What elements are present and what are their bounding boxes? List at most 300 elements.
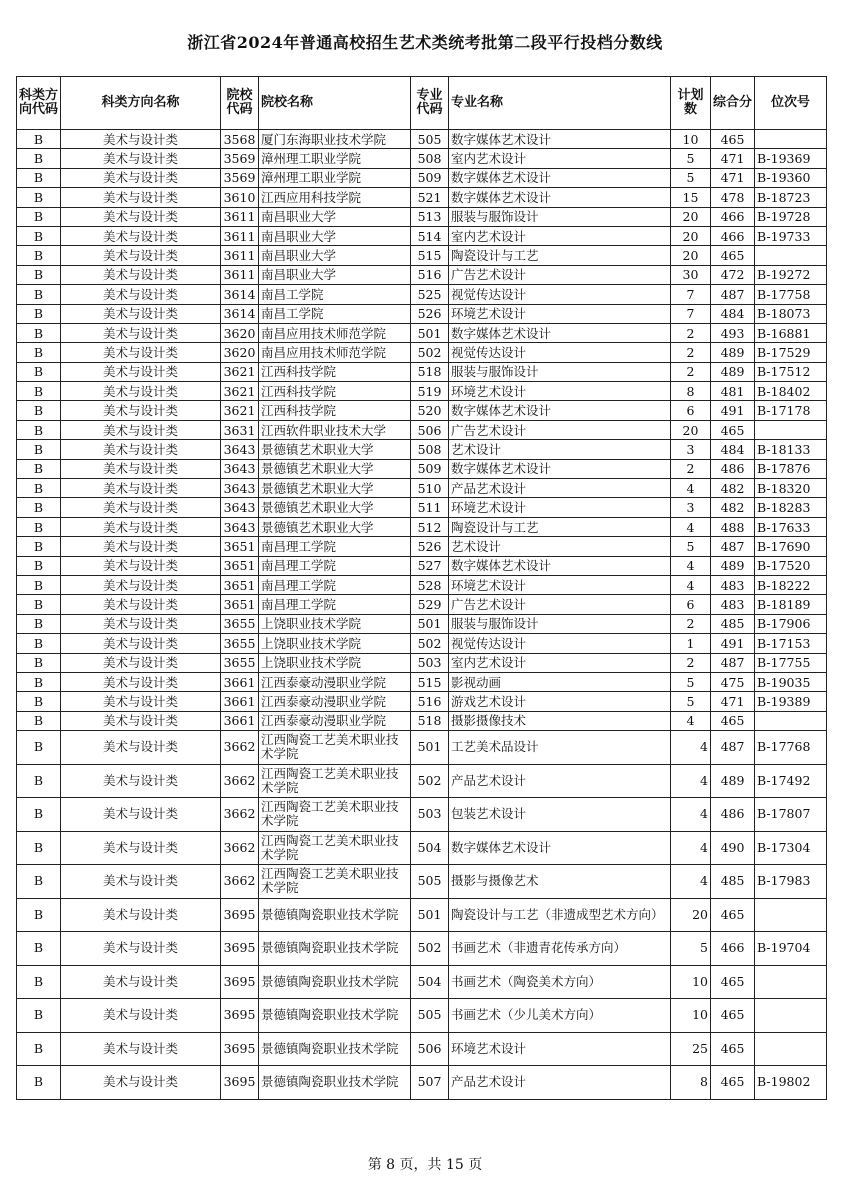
page-title: 浙江省2024年普通高校招生艺术类统考批第二段平行投档分数线 [187,33,663,52]
cell-major-code: 505 [411,999,449,1033]
cell-major-code: 502 [411,932,449,966]
table-row [17,731,827,765]
cell-school-name: 南昌工学院 [259,304,411,323]
cell-rank: B-18320 [755,479,827,498]
table-row [17,304,827,323]
cell-major-code: 528 [411,575,449,594]
table-row [17,246,827,265]
cell-cat-name: 美术与设计类 [61,130,221,149]
cell-cat-name: 美术与设计类 [61,798,221,832]
cell-school-name: 江西泰豪动漫职业学院 [259,711,411,730]
cell-school-name: 江西科技学院 [259,401,411,420]
cell-school-name: 景德镇艺术职业大学 [259,440,411,459]
cell-score: 472 [711,265,755,284]
cell-major-name: 数字媒体艺术设计 [449,401,671,420]
page-number: 第 8 页，共 15 页 [367,1157,483,1173]
cell-major-code: 514 [411,226,449,245]
cell-cat-code: B [17,965,61,999]
cell-major-code: 527 [411,556,449,575]
cell-cat-code: B [17,207,61,226]
cell-cat-name: 美术与设计类 [61,323,221,342]
cell-major-code: 503 [411,653,449,672]
cell-major-code: 505 [411,865,449,899]
cell-plan: 5 [671,672,711,691]
table-row [17,285,827,304]
table-row [17,634,827,653]
cell-major-name: 陶瓷设计与工艺（非遗成型艺术方向） [449,898,671,932]
cell-score: 485 [711,614,755,633]
cell-cat-code: B [17,188,61,207]
table-row [17,537,827,556]
cell-plan: 4 [671,575,711,594]
cell-plan: 6 [671,595,711,614]
cell-cat-code: B [17,672,61,691]
cell-cat-name: 美术与设计类 [61,672,221,691]
cell-rank: B-18189 [755,595,827,614]
cell-score: 465 [711,246,755,265]
cell-rank: B-18133 [755,440,827,459]
cell-score: 491 [711,634,755,653]
cell-score: 466 [711,932,755,966]
cell-major-name: 摄影摄像技术 [449,711,671,730]
cell-score: 475 [711,672,755,691]
cell-major-code: 509 [411,459,449,478]
cell-cat-code: B [17,323,61,342]
cell-school-name: 景德镇陶瓷职业技术学院 [259,965,411,999]
table-row [17,575,827,594]
cell-cat-code: B [17,498,61,517]
cell-school-code: 3655 [221,653,259,672]
table-row [17,420,827,439]
cell-major-name: 服装与服饰设计 [449,614,671,633]
cell-cat-name: 美术与设计类 [61,304,221,323]
cell-school-code: 3611 [221,246,259,265]
cell-score: 486 [711,459,755,478]
cell-school-code: 3621 [221,362,259,381]
cell-major-code: 520 [411,401,449,420]
cell-plan: 4 [671,479,711,498]
cell-rank: B-17178 [755,401,827,420]
cell-rank [755,711,827,730]
cell-plan: 8 [671,1066,711,1100]
cell-school-name: 江西陶瓷工艺美术职业技术学院 [259,731,411,765]
cell-rank: B-17807 [755,798,827,832]
cell-major-code: 511 [411,498,449,517]
cell-plan: 5 [671,932,711,966]
cell-score: 491 [711,401,755,420]
col-header-plan: 计划数 [671,77,711,130]
cell-rank: B-17768 [755,731,827,765]
cell-major-name: 广告艺术设计 [449,420,671,439]
cell-plan: 5 [671,692,711,711]
cell-rank: B-17983 [755,865,827,899]
cell-cat-name: 美术与设计类 [61,1066,221,1100]
cell-score: 487 [711,731,755,765]
cell-plan: 4 [671,556,711,575]
cell-school-name: 南昌应用技术师范学院 [259,323,411,342]
cell-cat-name: 美术与设计类 [61,711,221,730]
cell-score: 487 [711,653,755,672]
cell-major-name: 数字媒体艺术设计 [449,831,671,865]
cell-cat-name: 美术与设计类 [61,382,221,401]
cell-major-name: 环境艺术设计 [449,575,671,594]
cell-major-name: 产品艺术设计 [449,479,671,498]
cell-major-code: 521 [411,188,449,207]
cell-plan: 4 [671,731,711,765]
cell-major-code: 501 [411,323,449,342]
cell-cat-name: 美术与设计类 [61,246,221,265]
cell-school-name: 景德镇艺术职业大学 [259,498,411,517]
cell-school-code: 3643 [221,479,259,498]
cell-rank [755,130,827,149]
table-row [17,1066,827,1100]
cell-rank: B-17492 [755,764,827,798]
cell-plan: 5 [671,149,711,168]
cell-plan: 4 [671,798,711,832]
cell-rank: B-19728 [755,207,827,226]
cell-rank: B-19272 [755,265,827,284]
cell-school-code: 3620 [221,343,259,362]
cell-school-name: 漳州理工职业学院 [259,168,411,187]
cell-major-name: 环境艺术设计 [449,498,671,517]
cell-score: 466 [711,207,755,226]
cell-plan: 3 [671,440,711,459]
cell-major-code: 501 [411,614,449,633]
table-row [17,479,827,498]
cell-school-code: 3662 [221,798,259,832]
cell-major-name: 室内艺术设计 [449,653,671,672]
cell-score: 484 [711,304,755,323]
table-row [17,965,827,999]
cell-cat-name: 美术与设计类 [61,188,221,207]
cell-school-code: 3695 [221,999,259,1033]
cell-school-name: 南昌理工学院 [259,556,411,575]
cell-plan: 2 [671,323,711,342]
cell-school-code: 3614 [221,304,259,323]
cell-major-name: 游戏艺术设计 [449,692,671,711]
cell-plan: 4 [671,517,711,536]
cell-school-name: 景德镇陶瓷职业技术学院 [259,1032,411,1066]
cell-plan: 20 [671,420,711,439]
col-header-school-code: 院校代码 [221,77,259,130]
cell-score: 487 [711,285,755,304]
table-row [17,207,827,226]
table-row [17,932,827,966]
cell-school-code: 3643 [221,459,259,478]
cell-rank: B-17520 [755,556,827,575]
cell-cat-code: B [17,1066,61,1100]
cell-major-name: 广告艺术设计 [449,265,671,284]
cell-score: 465 [711,965,755,999]
cell-rank: B-18222 [755,575,827,594]
cell-rank: B-19704 [755,932,827,966]
table-row [17,595,827,614]
cell-cat-name: 美术与设计类 [61,517,221,536]
cell-school-name: 景德镇艺术职业大学 [259,459,411,478]
cell-cat-name: 美术与设计类 [61,168,221,187]
col-header-rank: 位次号 [755,77,827,130]
cell-cat-name: 美术与设计类 [61,595,221,614]
cell-major-code: 502 [411,634,449,653]
cell-score: 487 [711,537,755,556]
cell-major-code: 516 [411,692,449,711]
cell-school-name: 江西泰豪动漫职业学院 [259,692,411,711]
cell-score: 465 [711,420,755,439]
cell-cat-name: 美术与设计类 [61,265,221,284]
cell-cat-name: 美术与设计类 [61,932,221,966]
cell-plan: 7 [671,285,711,304]
cell-score: 465 [711,1066,755,1100]
cell-score: 465 [711,898,755,932]
cell-school-code: 3662 [221,831,259,865]
cell-major-code: 518 [411,711,449,730]
cell-rank: B-17690 [755,537,827,556]
cell-score: 471 [711,692,755,711]
cell-school-name: 漳州理工职业学院 [259,149,411,168]
cell-cat-code: B [17,865,61,899]
cell-school-name: 江西应用科技学院 [259,188,411,207]
col-header-major-name: 专业名称 [449,77,671,130]
table-row [17,711,827,730]
table-row [17,692,827,711]
table-row [17,130,827,149]
cell-major-code: 501 [411,898,449,932]
table-row [17,362,827,381]
cell-major-name: 产品艺术设计 [449,1066,671,1100]
cell-plan: 20 [671,246,711,265]
cell-school-name: 江西泰豪动漫职业学院 [259,672,411,691]
cell-school-code: 3661 [221,692,259,711]
table-row [17,798,827,832]
col-header-cat-name: 科类方向名称 [61,77,221,130]
table-row [17,999,827,1033]
cell-cat-name: 美术与设计类 [61,285,221,304]
cell-rank: B-18073 [755,304,827,323]
cell-rank: B-17153 [755,634,827,653]
cell-plan: 20 [671,207,711,226]
cell-plan: 4 [671,831,711,865]
cell-cat-code: B [17,226,61,245]
cell-cat-name: 美术与设计类 [61,149,221,168]
cell-school-name: 南昌职业大学 [259,226,411,245]
cell-rank: B-19802 [755,1066,827,1100]
cell-major-name: 视觉传达设计 [449,343,671,362]
cell-cat-name: 美术与设计类 [61,479,221,498]
cell-cat-name: 美术与设计类 [61,731,221,765]
cell-school-code: 3611 [221,265,259,284]
cell-major-code: 525 [411,285,449,304]
cell-plan: 4 [671,711,711,730]
cell-school-name: 景德镇艺术职业大学 [259,517,411,536]
cell-score: 482 [711,498,755,517]
cell-major-code: 509 [411,168,449,187]
cell-cat-code: B [17,999,61,1033]
cell-rank: B-19360 [755,168,827,187]
col-header-school-name: 院校名称 [259,77,411,130]
cell-major-code: 526 [411,537,449,556]
cell-rank: B-19733 [755,226,827,245]
cell-cat-code: B [17,731,61,765]
cell-school-code: 3611 [221,226,259,245]
table-row [17,401,827,420]
table-row [17,517,827,536]
cell-plan: 1 [671,634,711,653]
cell-school-code: 3695 [221,965,259,999]
cell-score: 471 [711,168,755,187]
cell-major-name: 书画艺术（少儿美术方向） [449,999,671,1033]
cell-cat-code: B [17,537,61,556]
cell-major-code: 516 [411,265,449,284]
cell-plan: 6 [671,401,711,420]
cell-cat-name: 美术与设计类 [61,865,221,899]
cell-major-name: 数字媒体艺术设计 [449,556,671,575]
cell-plan: 8 [671,382,711,401]
cell-cat-code: B [17,831,61,865]
cell-cat-code: B [17,420,61,439]
cell-major-code: 508 [411,149,449,168]
cell-score: 490 [711,831,755,865]
cell-cat-name: 美术与设计类 [61,634,221,653]
cell-cat-name: 美术与设计类 [61,764,221,798]
cell-major-name: 数字媒体艺术设计 [449,188,671,207]
table-row [17,831,827,865]
cell-cat-code: B [17,440,61,459]
cell-rank: B-18283 [755,498,827,517]
cell-major-name: 室内艺术设计 [449,149,671,168]
cell-cat-code: B [17,798,61,832]
cell-cat-name: 美术与设计类 [61,831,221,865]
cell-major-code: 513 [411,207,449,226]
cell-school-name: 景德镇艺术职业大学 [259,479,411,498]
table-row [17,188,827,207]
table-row [17,653,827,672]
cell-score: 481 [711,382,755,401]
cell-school-name: 南昌职业大学 [259,207,411,226]
cell-major-name: 包装艺术设计 [449,798,671,832]
cell-school-code: 3662 [221,764,259,798]
cell-plan: 30 [671,265,711,284]
cell-score: 465 [711,1032,755,1066]
table-row [17,265,827,284]
cell-cat-name: 美术与设计类 [61,459,221,478]
cell-school-code: 3655 [221,614,259,633]
cell-score: 465 [711,999,755,1033]
cell-school-name: 上饶职业技术学院 [259,614,411,633]
cell-plan: 15 [671,188,711,207]
cell-school-code: 3662 [221,865,259,899]
table-row [17,226,827,245]
cell-major-name: 环境艺术设计 [449,1032,671,1066]
cell-cat-code: B [17,246,61,265]
cell-major-name: 数字媒体艺术设计 [449,459,671,478]
cell-major-code: 515 [411,672,449,691]
cell-score: 482 [711,479,755,498]
table-row [17,498,827,517]
cell-school-code: 3655 [221,634,259,653]
cell-school-name: 江西科技学院 [259,362,411,381]
cell-school-name: 江西陶瓷工艺美术职业技术学院 [259,865,411,899]
cell-cat-name: 美术与设计类 [61,999,221,1033]
cell-major-code: 501 [411,731,449,765]
cell-plan: 4 [671,764,711,798]
cell-major-name: 艺术设计 [449,440,671,459]
cell-major-code: 512 [411,517,449,536]
cell-rank: B-17758 [755,285,827,304]
cell-major-code: 510 [411,479,449,498]
cell-major-code: 504 [411,831,449,865]
cell-plan: 5 [671,537,711,556]
cell-score: 489 [711,362,755,381]
cell-major-code: 505 [411,130,449,149]
cell-cat-code: B [17,575,61,594]
table-row [17,459,827,478]
cell-school-code: 3611 [221,207,259,226]
cell-school-name: 景德镇陶瓷职业技术学院 [259,932,411,966]
cell-plan: 25 [671,1032,711,1066]
cell-cat-name: 美术与设计类 [61,498,221,517]
cell-major-name: 影视动画 [449,672,671,691]
cell-major-name: 数字媒体艺术设计 [449,168,671,187]
cell-score: 466 [711,226,755,245]
cell-cat-code: B [17,343,61,362]
cell-plan: 10 [671,965,711,999]
cell-cat-name: 美术与设计类 [61,420,221,439]
cell-school-name: 厦门东海职业技术学院 [259,130,411,149]
cell-cat-name: 美术与设计类 [61,343,221,362]
cell-rank: B-17633 [755,517,827,536]
cell-cat-code: B [17,459,61,478]
cell-plan: 10 [671,130,711,149]
cell-major-code: 506 [411,1032,449,1066]
cell-cat-code: B [17,517,61,536]
cell-score: 489 [711,764,755,798]
cell-score: 485 [711,865,755,899]
cell-rank: B-17755 [755,653,827,672]
cell-school-code: 3661 [221,672,259,691]
table-row [17,672,827,691]
table-row [17,865,827,899]
cell-school-name: 景德镇陶瓷职业技术学院 [259,999,411,1033]
cell-major-code: 508 [411,440,449,459]
col-header-cat-code: 科类方向代码 [17,77,61,130]
cell-major-code: 504 [411,965,449,999]
cell-school-code: 3651 [221,575,259,594]
cell-cat-code: B [17,634,61,653]
cell-rank: B-19389 [755,692,827,711]
cell-cat-code: B [17,285,61,304]
cell-major-name: 服装与服饰设计 [449,362,671,381]
cell-score: 471 [711,149,755,168]
cell-cat-code: B [17,1032,61,1066]
cell-school-code: 3568 [221,130,259,149]
cell-plan: 2 [671,653,711,672]
cell-school-code: 3695 [221,1066,259,1100]
cell-cat-code: B [17,382,61,401]
cell-rank: B-19035 [755,672,827,691]
cell-cat-code: B [17,711,61,730]
cell-school-code: 3695 [221,1032,259,1066]
cell-school-name: 南昌工学院 [259,285,411,304]
cell-cat-name: 美术与设计类 [61,226,221,245]
table-row [17,1032,827,1066]
cell-cat-code: B [17,764,61,798]
cell-major-name: 环境艺术设计 [449,382,671,401]
cell-plan: 10 [671,999,711,1033]
cell-school-code: 3651 [221,537,259,556]
cell-rank [755,1032,827,1066]
cell-score: 484 [711,440,755,459]
cell-major-name: 艺术设计 [449,537,671,556]
